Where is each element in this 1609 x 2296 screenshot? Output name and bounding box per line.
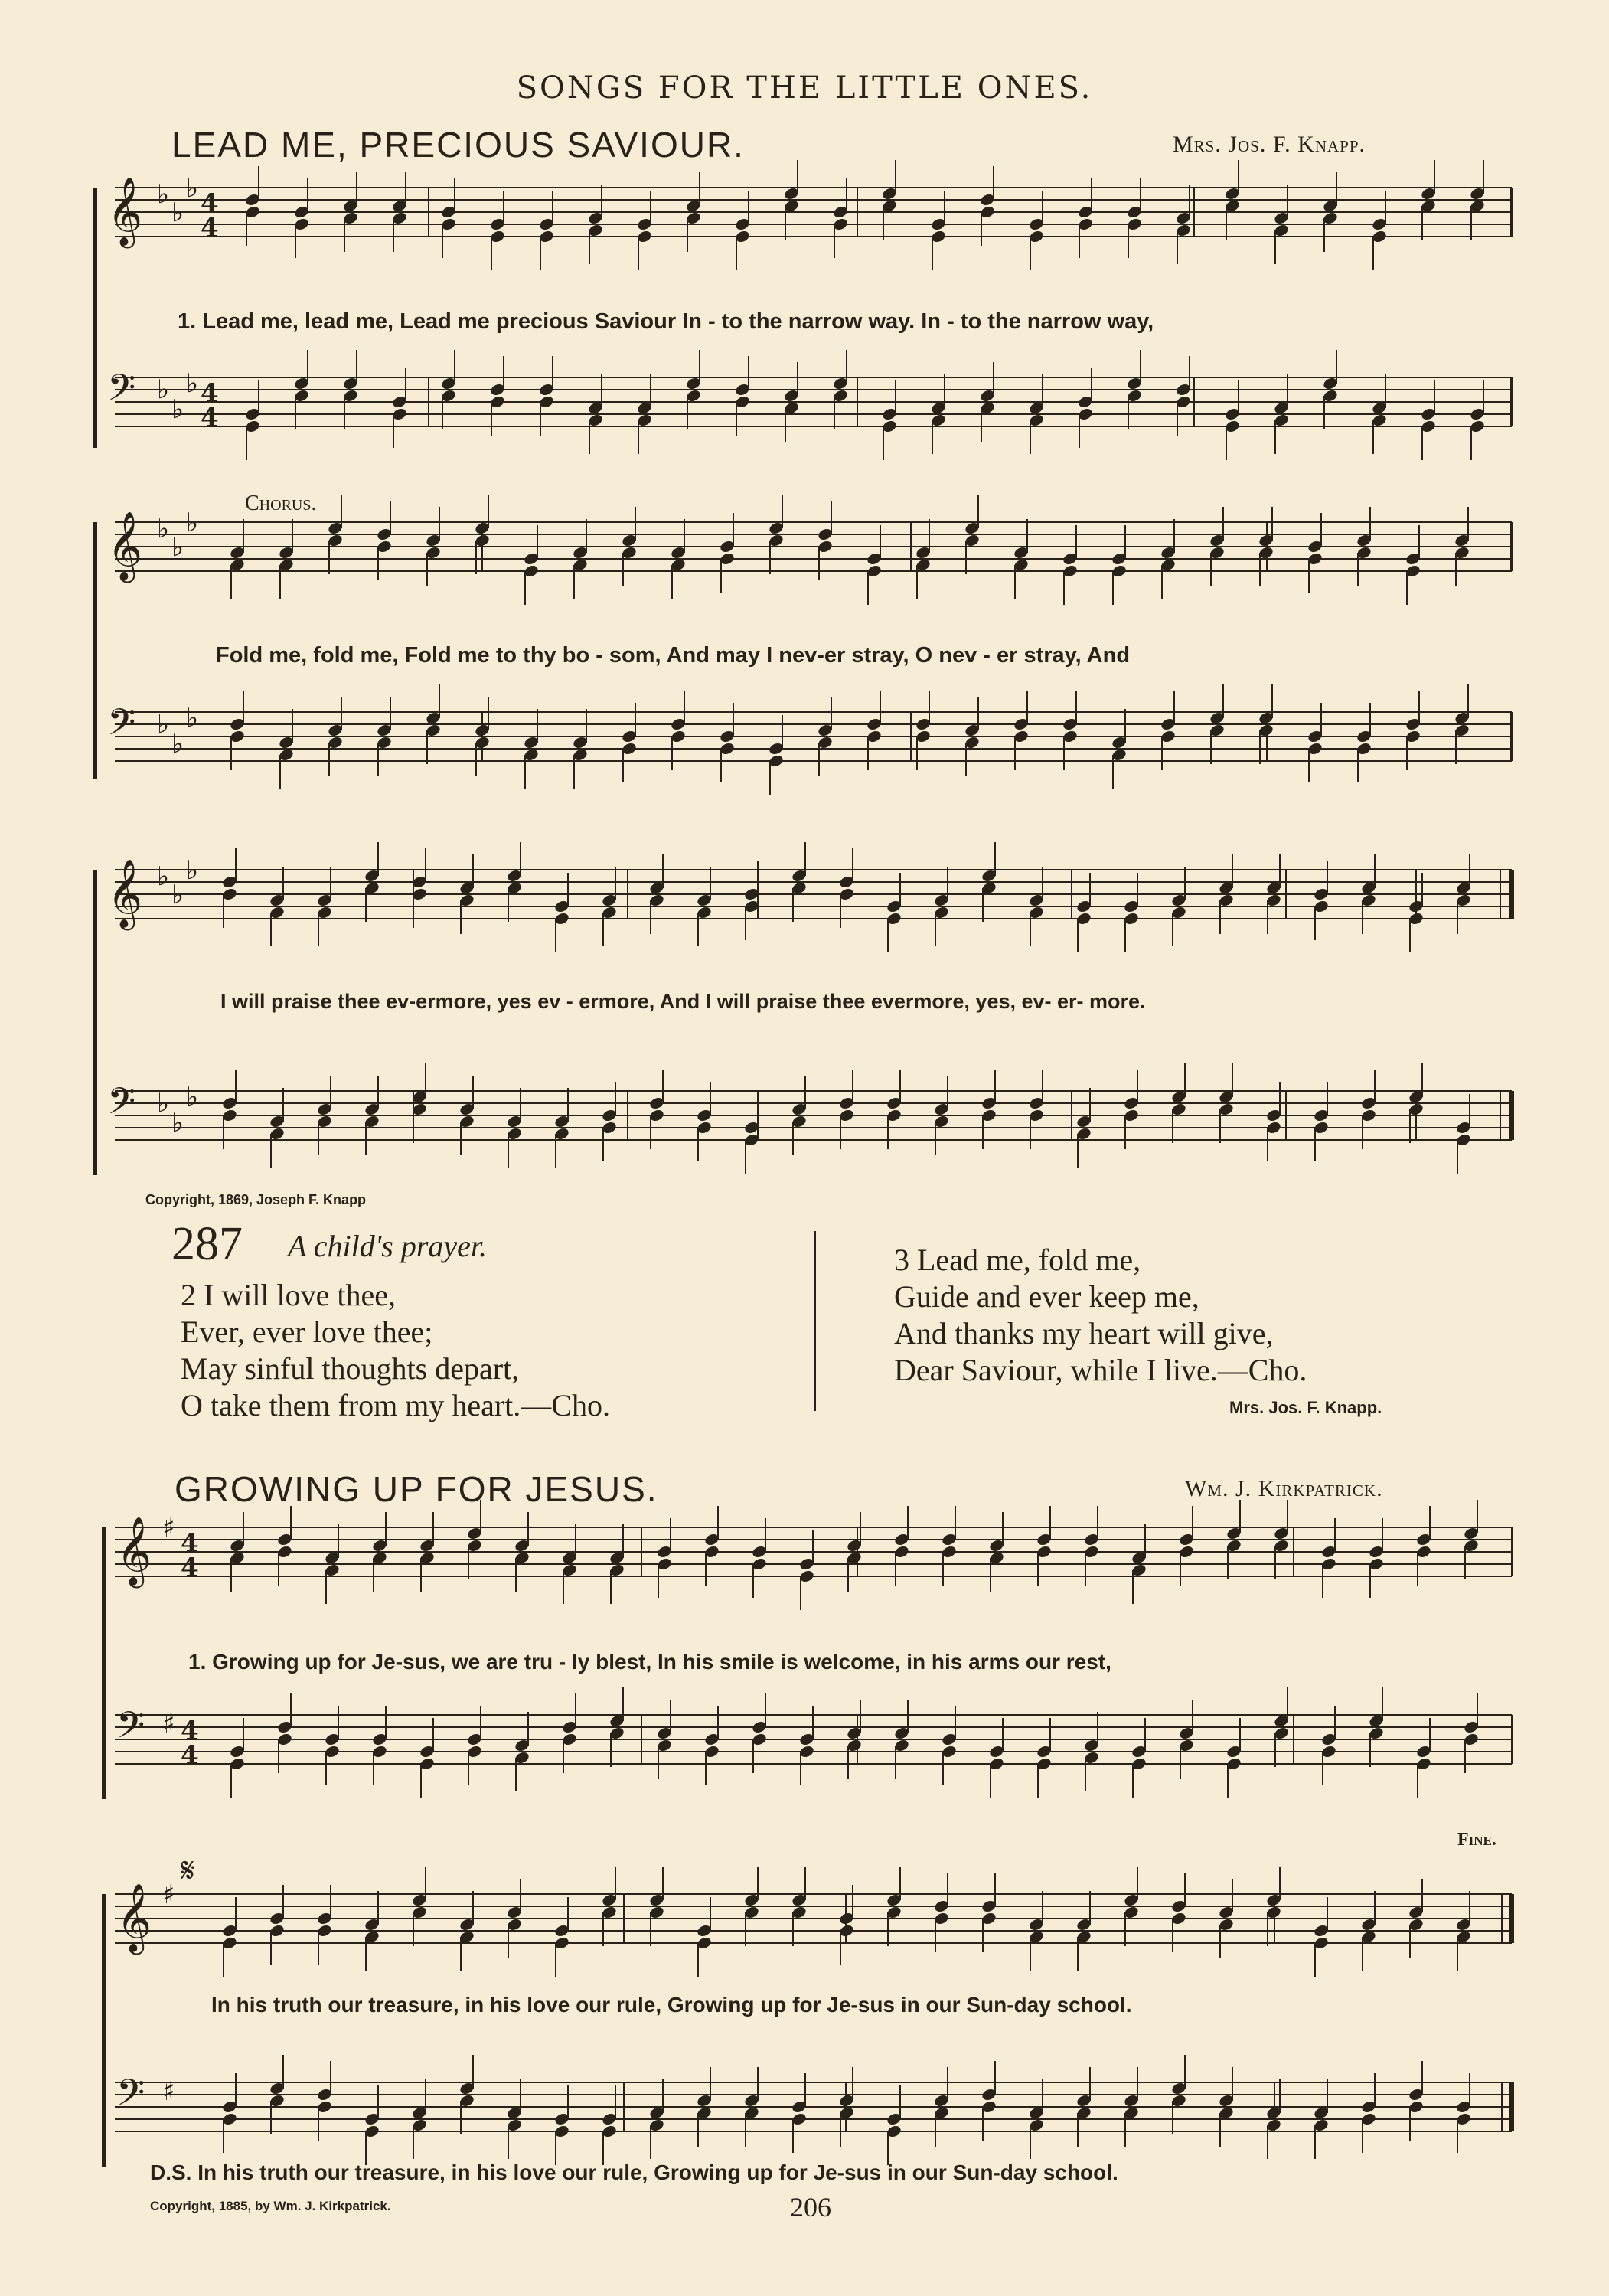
chorus-lyric-line-2: I will praise thee ev-ermore, yes ev - ermore, And I will praise thee evermore, yes, ev- er- more. <box>220 990 1146 1013</box>
fine-marking: Fine. <box>1457 1830 1496 1850</box>
svg-text:♭: ♭ <box>157 179 170 210</box>
svg-text:♭: ♭ <box>186 1082 199 1112</box>
bass-clef-icon: 𝄢 <box>107 366 136 418</box>
stanza-line: O take them from my heart.—Cho. <box>181 1388 610 1422</box>
chorus-label: Chorus. <box>245 492 317 515</box>
treble-clef-icon: 𝄞 <box>116 1517 152 1586</box>
treble-clef-icon: 𝄞 <box>116 1883 152 1952</box>
song-author: Mrs. Jos. F. Knapp. <box>1173 132 1366 157</box>
svg-text:♯: ♯ <box>162 1513 175 1543</box>
svg-text:♭: ♭ <box>171 198 184 228</box>
svg-text:♭: ♭ <box>171 880 184 910</box>
svg-text:♭: ♭ <box>171 394 184 425</box>
svg-text:♭: ♭ <box>171 532 184 563</box>
svg-text:♭: ♭ <box>186 368 199 399</box>
svg-text:♭: ♭ <box>157 861 170 892</box>
svg-text:♭: ♭ <box>186 508 199 538</box>
treble-clef-icon: 𝄞 <box>107 511 143 580</box>
stanza-line: Ever, ever love thee; <box>181 1315 433 1349</box>
svg-text:♭: ♭ <box>157 374 170 405</box>
running-header: SONGS FOR THE LITTLE ONES. <box>516 70 1093 106</box>
svg-text:♭: ♭ <box>186 855 199 886</box>
notes-song2 <box>221 1500 1480 2165</box>
svg-text:4: 4 <box>201 188 219 219</box>
stanza-line: 3 Lead me, fold me, <box>894 1243 1141 1277</box>
chorus-lyric-line: Fold me, fold me, Fold me to thy bo - som, And may I nev-er stray, O nev - er stray, And <box>216 643 1131 668</box>
svg-text:4: 4 <box>181 1553 199 1583</box>
svg-text:♭: ♭ <box>186 703 199 733</box>
page-number: 206 <box>790 2192 831 2223</box>
treble-clef-icon: 𝄞 <box>107 177 143 246</box>
stanza-line: May sinful thoughts depart, <box>181 1351 520 1386</box>
svg-text:♭: ♭ <box>157 709 170 740</box>
stanza-line: Guide and ever keep me, <box>894 1279 1199 1314</box>
bass-clef-icon: 𝄢 <box>116 2071 145 2123</box>
hymn-author: Mrs. Jos. F. Knapp. <box>1229 1398 1382 1417</box>
hymn-number: 287 <box>171 1218 243 1270</box>
svg-text:4: 4 <box>181 1528 199 1559</box>
verse-lyric-line: 1. Lead me, lead me, Lead me precious Saviour In - to the narrow way. In - to the narrow way, <box>178 309 1154 334</box>
stanza-line: And thanks my heart will give, <box>894 1316 1274 1350</box>
song2-lyric-line-2: In his truth our treasure, in his love our rule, Growing up for Je-sus in our Sun-day school. <box>211 1993 1132 2017</box>
segno-sign: 𝄋 <box>181 1851 195 1890</box>
svg-text:♭: ♭ <box>171 729 184 759</box>
song2-title: GROWING UP FOR JESUS. <box>175 1469 658 1509</box>
bass-clef-icon: 𝄢 <box>107 1079 136 1132</box>
svg-text:♭: ♭ <box>171 1108 184 1138</box>
song-title: LEAD ME, PRECIOUS SAVIOUR. <box>171 125 745 165</box>
svg-text:4: 4 <box>201 403 219 433</box>
svg-text:♯: ♯ <box>162 1709 175 1739</box>
song2-lyric-line-1: 1. Growing up for Je-sus, we are tru - ly blest, In his smile is welcome, in his arms our rest, <box>188 1650 1111 1674</box>
svg-text:4: 4 <box>201 213 219 243</box>
song2-lyric-line-ds: D.S. In his truth our treasure, in his love our rule, Growing up for Je-sus in our Sun-day school. <box>150 2160 1118 2184</box>
copyright-notice: Copyright, 1869, Joseph F. Knapp <box>145 1192 367 1207</box>
svg-text:♭: ♭ <box>186 173 199 204</box>
copyright-notice-2: Copyright, 1885, by Wm. J. Kirkpatrick. <box>150 2199 391 2213</box>
bass-clef-icon: 𝄢 <box>116 1703 145 1755</box>
svg-text:♭: ♭ <box>157 1088 170 1119</box>
key-signature-sharp <box>162 1513 175 2107</box>
stanza-line: Dear Saviour, while I live.—Cho. <box>894 1353 1307 1387</box>
song2-author: Wm. J. Kirkpatrick. <box>1185 1476 1383 1501</box>
treble-clef-icon: 𝄞 <box>107 859 143 928</box>
svg-text:♭: ♭ <box>157 514 170 544</box>
svg-text:4: 4 <box>181 1716 199 1746</box>
svg-text:♯: ♯ <box>162 2076 175 2107</box>
svg-text:♯: ♯ <box>162 1880 175 1910</box>
stanza-line: 2 I will love thee, <box>181 1278 397 1312</box>
bass-clef-icon: 𝄢 <box>107 701 136 753</box>
svg-text:4: 4 <box>181 1740 199 1771</box>
svg-text:4: 4 <box>201 378 219 409</box>
hymn-subtitle: A child's prayer. <box>288 1229 488 1263</box>
